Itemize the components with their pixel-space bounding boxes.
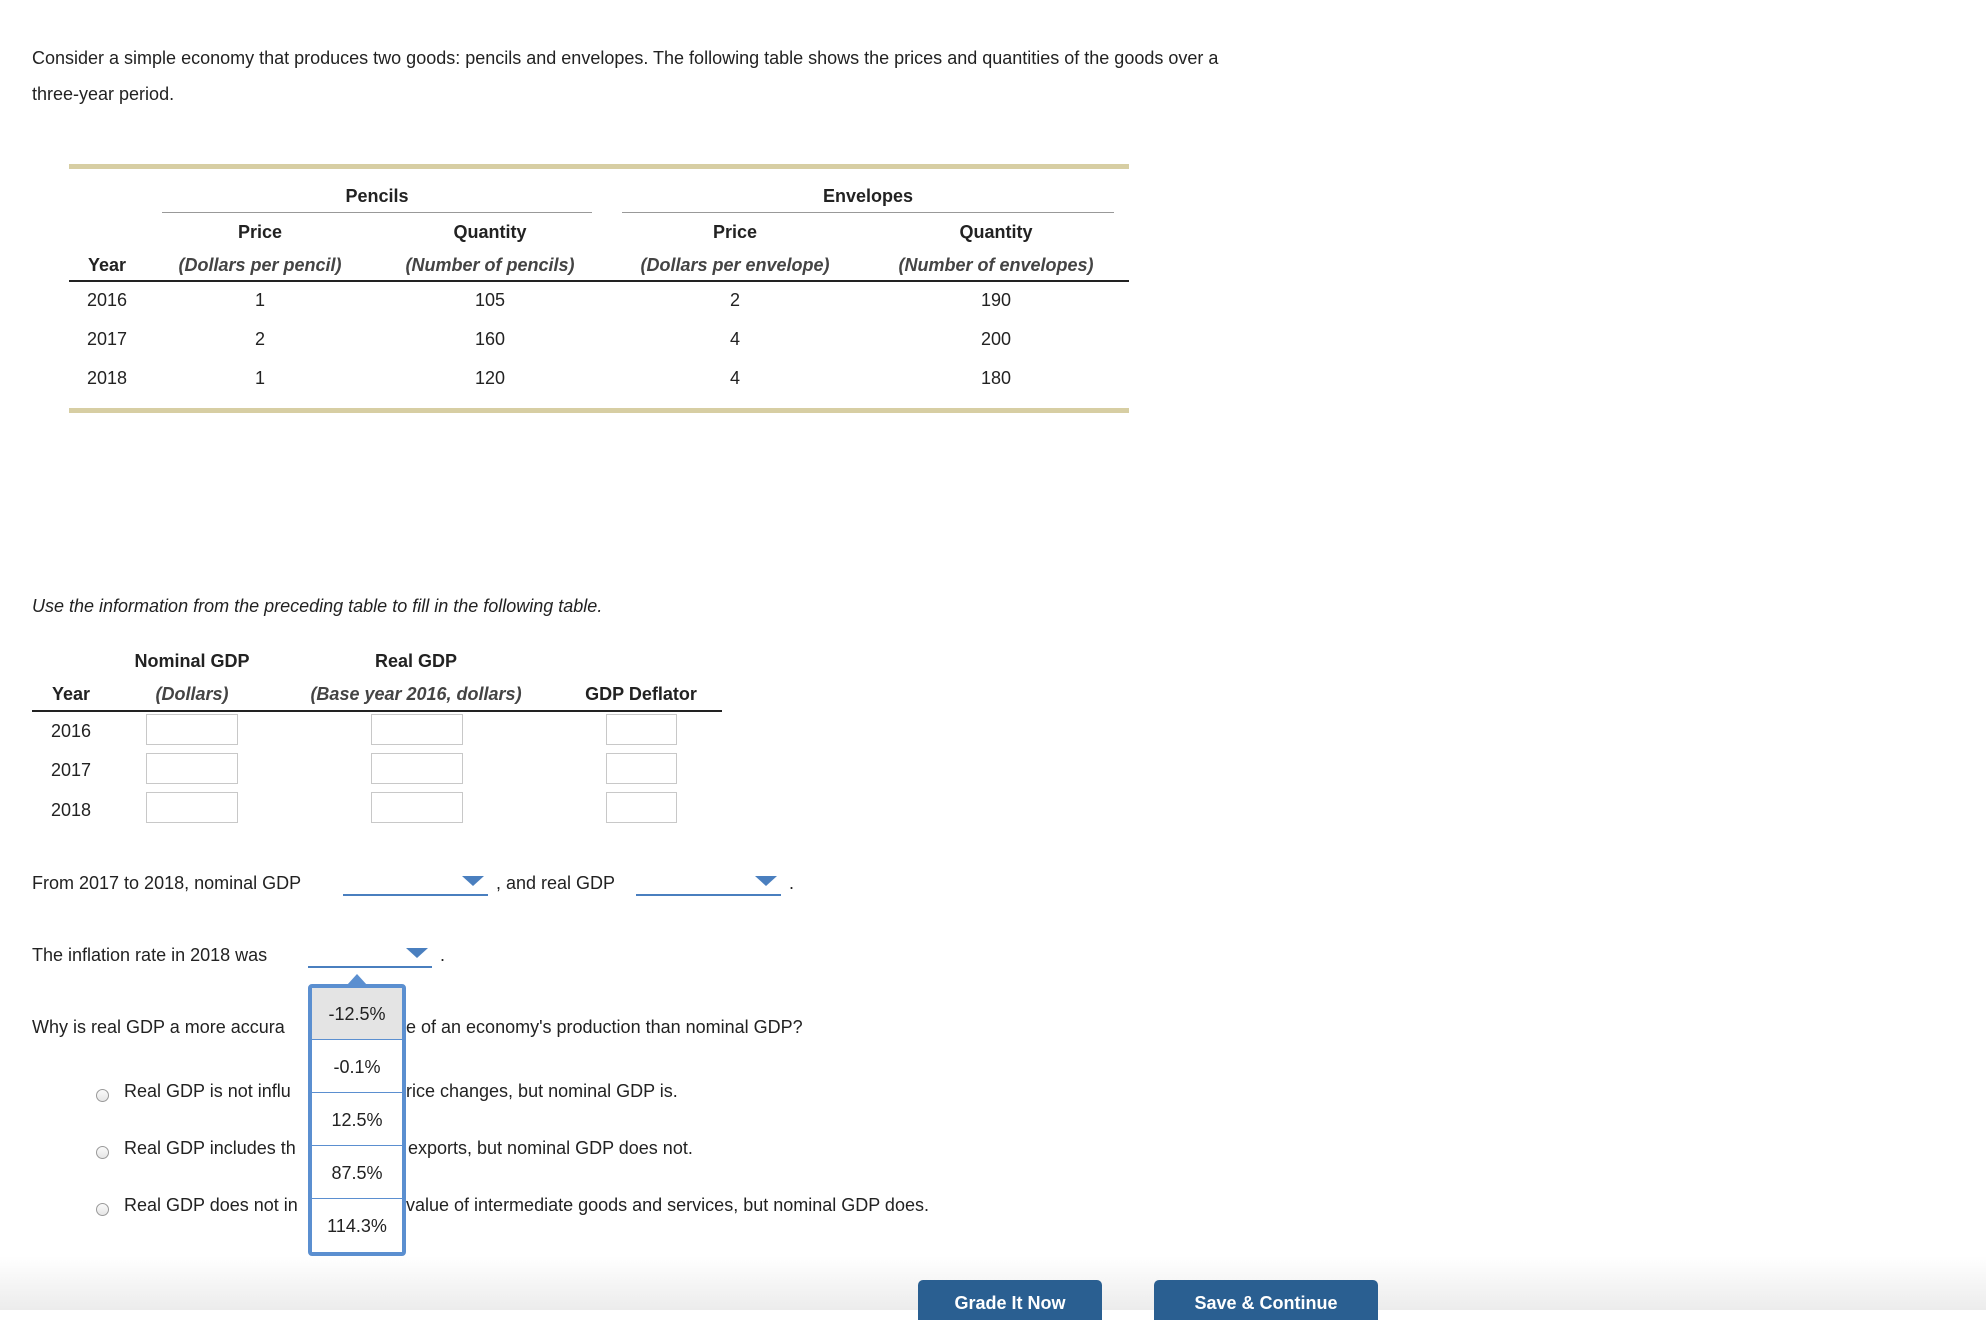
q1-middle: , and real GDP bbox=[496, 873, 616, 893]
real-gdp-header: Real GDP bbox=[374, 651, 458, 671]
option-2-left[interactable]: Real GDP includes th bbox=[124, 1138, 296, 1158]
envelopes-group-underline bbox=[622, 212, 1114, 213]
q3-prompt-right: e of an economy's production than nominal GDP? bbox=[406, 1017, 803, 1037]
option-114-3[interactable]: 114.3% bbox=[327, 1216, 387, 1236]
pencil-price-cell: 2 bbox=[254, 329, 265, 349]
envelope-price-cell: 2 bbox=[729, 290, 740, 310]
gdp-deflator-header: GDP Deflator bbox=[585, 684, 697, 704]
pencil-quantity-unit: (Number of pencils) bbox=[405, 255, 575, 275]
q2-prefix: The inflation rate in 2018 was bbox=[32, 945, 268, 965]
intro-line-2: three-year period. bbox=[32, 84, 175, 104]
instruction-text: Use the information from the preceding table to fill in the following table. bbox=[32, 596, 603, 616]
envelope-price-unit: (Dollars per envelope) bbox=[640, 255, 830, 275]
envelope-quantity-cell: 200 bbox=[980, 329, 1012, 349]
real-gdp-2018-input[interactable] bbox=[371, 792, 463, 823]
envelope-quantity-header: Quantity bbox=[959, 222, 1033, 242]
radio-option-1[interactable] bbox=[96, 1089, 109, 1102]
header-rule bbox=[69, 280, 1129, 282]
option-1-left[interactable]: Real GDP is not influ bbox=[124, 1081, 291, 1101]
option-1-right[interactable]: rice changes, but nominal GDP is. bbox=[406, 1081, 678, 1101]
nominal-gdp-header: Nominal GDP bbox=[134, 651, 250, 671]
real-gdp-2017-input[interactable] bbox=[371, 753, 463, 784]
gdp-deflator-2018-input[interactable] bbox=[606, 792, 677, 823]
q1-prefix: From 2017 to 2018, nominal GDP bbox=[32, 873, 302, 893]
q1-suffix: . bbox=[789, 873, 795, 893]
envelope-price-cell: 4 bbox=[729, 329, 740, 349]
grade-it-now-button[interactable]: Grade It Now bbox=[918, 1280, 1102, 1320]
option-12-5[interactable]: 12.5% bbox=[312, 1094, 402, 1146]
year-cell: 2016 bbox=[50, 721, 92, 741]
intro-line-1: Consider a simple economy that produces two goods: pencils and envelopes. The following table shows the prices and quantities of the goods over a bbox=[32, 48, 1219, 68]
chevron-down-icon bbox=[406, 948, 428, 958]
real-gdp-change-dropdown[interactable] bbox=[636, 872, 781, 896]
nominal-gdp-2017-input[interactable] bbox=[146, 753, 238, 784]
envelope-price-cell: 4 bbox=[729, 368, 740, 388]
envelope-quantity-unit: (Number of envelopes) bbox=[898, 255, 1094, 275]
inflation-rate-options-list bbox=[308, 984, 406, 1256]
header-rule bbox=[32, 710, 722, 712]
table-top-bar bbox=[69, 164, 1129, 169]
table-bottom-bar bbox=[69, 408, 1129, 413]
nominal-gdp-unit: (Dollars) bbox=[155, 684, 229, 704]
pencil-quantity-cell: 120 bbox=[474, 368, 506, 388]
gdp-deflator-2017-input[interactable] bbox=[606, 753, 677, 784]
radio-option-3[interactable] bbox=[96, 1203, 109, 1216]
real-gdp-unit: (Base year 2016, dollars) bbox=[310, 684, 522, 704]
option-neg-0-1[interactable]: -0.1% bbox=[312, 1041, 402, 1093]
nominal-gdp-2018-input[interactable] bbox=[146, 792, 238, 823]
pencil-quantity-cell: 105 bbox=[474, 290, 506, 310]
chevron-down-icon bbox=[755, 876, 777, 886]
pencil-quantity-header: Quantity bbox=[453, 222, 527, 242]
year-cell: 2017 bbox=[86, 329, 128, 349]
option-87-5[interactable]: 87.5% bbox=[312, 1147, 402, 1199]
year-header: Year bbox=[51, 684, 91, 704]
envelopes-group-header: Envelopes bbox=[822, 186, 914, 206]
year-cell: 2016 bbox=[86, 290, 128, 310]
pencil-quantity-cell: 160 bbox=[474, 329, 506, 349]
intro-paragraph bbox=[32, 40, 1412, 112]
envelope-quantity-cell: 180 bbox=[980, 368, 1012, 388]
year-header: Year bbox=[87, 255, 127, 275]
pencil-price-cell: 1 bbox=[254, 290, 265, 310]
q3-prompt-left: Why is real GDP a more accura bbox=[32, 1017, 285, 1037]
save-continue-button[interactable]: Save & Continue bbox=[1154, 1280, 1378, 1320]
nominal-gdp-change-dropdown[interactable] bbox=[343, 872, 488, 896]
q2-suffix: . bbox=[440, 945, 446, 965]
option-3-left[interactable]: Real GDP does not in bbox=[124, 1195, 298, 1215]
option-neg-12-5[interactable]: -12.5% bbox=[312, 988, 402, 1040]
envelope-quantity-cell: 190 bbox=[980, 290, 1012, 310]
gdp-deflator-2016-input[interactable] bbox=[606, 714, 677, 745]
pencil-price-header: Price bbox=[237, 222, 283, 242]
year-cell: 2018 bbox=[50, 800, 92, 820]
year-cell: 2017 bbox=[50, 760, 92, 780]
pencils-group-header: Pencils bbox=[345, 186, 409, 206]
pencil-price-unit: (Dollars per pencil) bbox=[178, 255, 342, 275]
chevron-down-icon bbox=[462, 876, 484, 886]
nominal-gdp-2016-input[interactable] bbox=[146, 714, 238, 745]
real-gdp-2016-input[interactable] bbox=[371, 714, 463, 745]
option-3-right[interactable]: value of intermediate goods and services, but nominal GDP does. bbox=[406, 1195, 929, 1215]
radio-option-2[interactable] bbox=[96, 1146, 109, 1159]
year-cell: 2018 bbox=[86, 368, 128, 388]
pencils-group-underline bbox=[162, 212, 592, 213]
envelope-price-header: Price bbox=[712, 222, 758, 242]
inflation-rate-dropdown[interactable] bbox=[308, 944, 432, 968]
option-2-right[interactable]: exports, but nominal GDP does not. bbox=[408, 1138, 693, 1158]
pencil-price-cell: 1 bbox=[254, 368, 265, 388]
